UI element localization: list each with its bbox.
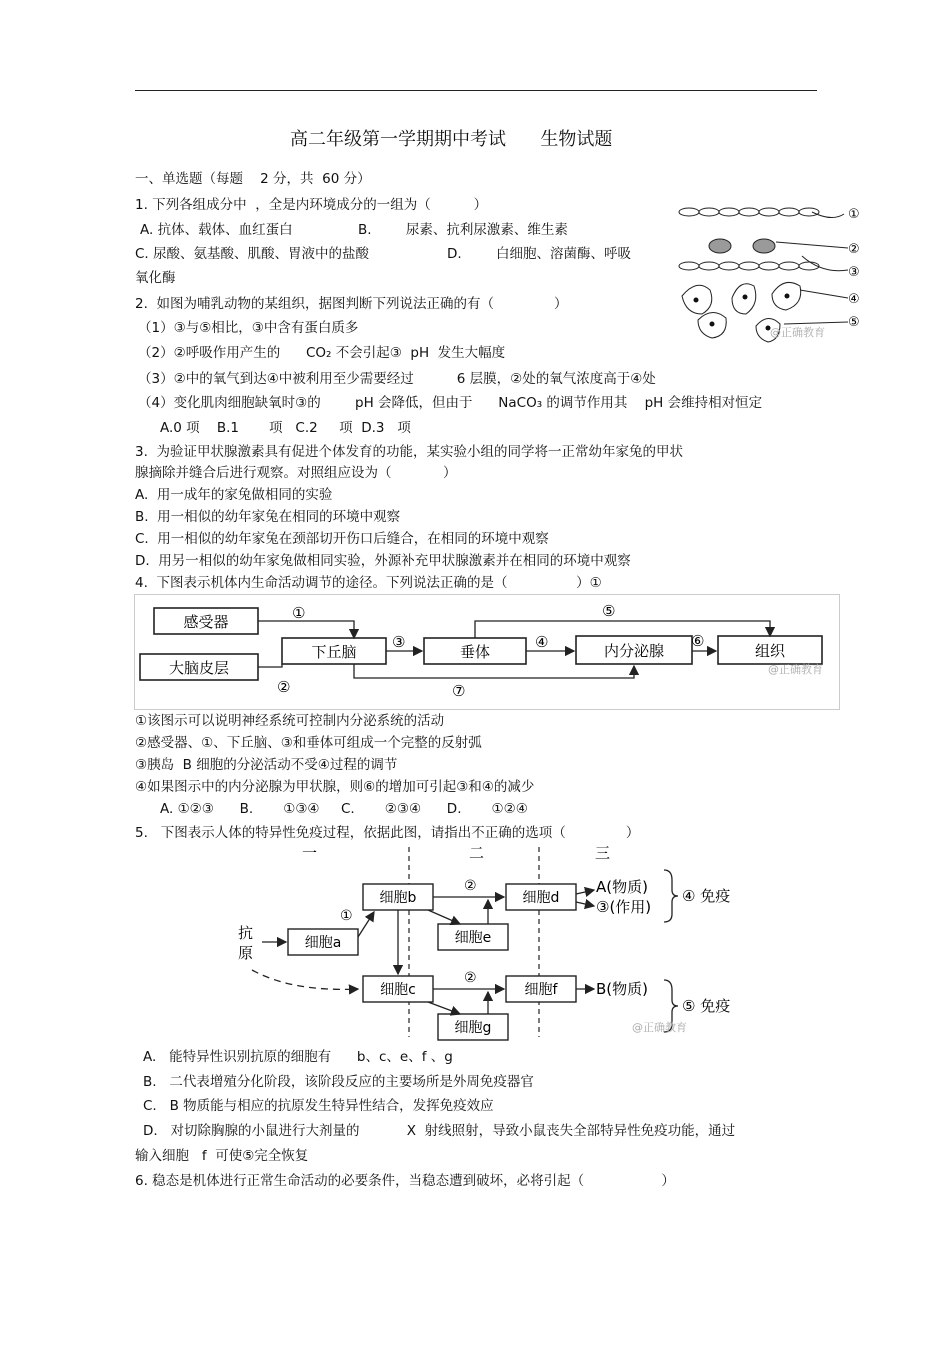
watermark: @正确教育 (632, 1021, 687, 1034)
q6-stem: 6. 稳态是机体进行正常生命活动的必要条件，当稳态遭到破坏，必将引起（ ） (135, 1173, 675, 1189)
path-num-6: ⑥ (691, 632, 705, 650)
path-num-4: ④ (535, 633, 549, 651)
immune-type-5: ⑤ 免疫 (682, 997, 731, 1015)
tissue-label-2: ② (848, 242, 860, 257)
arrow-num-1: ① (340, 908, 353, 924)
stage-1: 一 (302, 844, 318, 862)
label-cortex: 大脑皮层 (168, 659, 230, 677)
label-hypothalamus: 下丘脑 (311, 643, 357, 661)
q1-option-c: C. 尿酸、氨基酸、肌酸、胃液中的盐酸 (135, 246, 370, 262)
tissue-label-1: ① (848, 207, 860, 222)
output-a: A(物质) (596, 878, 648, 896)
stage-2: 二 (469, 844, 485, 862)
q4-statement-2: ②感受器、①、下丘脑、③和垂体可组成一个完整的反射弧 (135, 735, 482, 751)
label-cell-d: 细胞d (522, 890, 560, 906)
tissue-figure (672, 198, 872, 348)
capillary-wall-top (679, 208, 819, 216)
antigen-label-2: 原 (238, 944, 254, 962)
q4-statement-4: ④如果图示中的内分泌腺为甲状腺，则⑥的增加可引起③和④的减少 (135, 779, 535, 795)
tissue-label-5: ⑤ (848, 315, 860, 330)
q3-option-c: C. 用一相似的幼年家兔在颈部切开伤口后缝合，在相同的环境中观察 (135, 531, 549, 547)
label-cell-a: 细胞a (304, 935, 342, 951)
q2-options: A.0 项 B.1 项 C.2 项 D.3 项 (160, 420, 411, 436)
q1-option-b: B. 尿素、抗利尿激素、维生素 (358, 222, 568, 238)
q2-statement-1: （1）③与⑤相比，③中含有蛋白质多 (138, 320, 359, 336)
q2-statement-2: （2）②呼吸作用产生的 CO₂ 不会引起③ pH 发生大幅度 (138, 345, 506, 361)
immune-type-4: ④ 免疫 (682, 887, 731, 905)
q3-option-d: D. 用另一相似的幼年家兔做相同实验，外源补充甲状腺激素并在相同的环境中观察 (135, 553, 631, 569)
page-title: 高二年级第一学期期中考试 生物试题 (290, 129, 613, 150)
q1-option-a: A. 抗体、载体、血红蛋白 (140, 222, 293, 238)
path-num-2: ② (277, 678, 291, 696)
path-num-1: ① (292, 604, 306, 622)
watermark: @正确教育 (768, 663, 823, 676)
output-b: B(物质) (596, 980, 648, 998)
q5-option-b: B. 二代表增殖分化阶段，该阶段反应的主要场所是外周免疫器官 (143, 1074, 534, 1090)
q2-stem: 2. 如图为哺乳动物的某组织，据图判断下列说法正确的有（ ） (135, 296, 568, 312)
red-blood-cell (709, 239, 731, 253)
path-num-7: ⑦ (452, 682, 466, 700)
label-cell-f: 细胞f (524, 982, 558, 998)
watermark: @正确教育 (770, 326, 825, 339)
regulation-diagram (134, 594, 840, 710)
q5-option-d-cont: 输入细胞 f 可使⑤完全恢复 (135, 1148, 309, 1164)
q1-option-d: D. 白细胞、溶菌酶、呼吸 (447, 246, 632, 262)
label-cell-g: 细胞g (454, 1020, 492, 1036)
q3-stem-cont: 腺摘除并缝合后进行观察。对照组应设为（ ） (135, 465, 457, 481)
label-tissue: 组织 (754, 642, 786, 660)
label-pituitary: 垂体 (459, 643, 491, 661)
q5-option-d: D. 对切除胸腺的小鼠进行大剂量的 X 射线照射，导致小鼠丧失全部特异性免疫功能，通过 (143, 1123, 736, 1139)
q4-options: A. ①②③ B. ①③④ C. ②③④ D. ①②④ (160, 801, 528, 817)
antigen-label-1: 抗 (238, 924, 254, 942)
red-blood-cell (753, 239, 775, 253)
q4-stem: 4. 下图表示机体内生命活动调节的途径。下列说法正确的是（ ）① (135, 575, 602, 591)
q1-stem: 1. 下列各组成分中 ，全是内环境成分的一组为（ ） (135, 197, 488, 213)
path-num-5: ⑤ (602, 602, 616, 620)
capillary-wall-bottom (679, 262, 819, 270)
path-num-3: ③ (392, 633, 406, 651)
label-receptor: 感受器 (183, 613, 229, 631)
q4-statement-3: ③胰岛 B 细胞的分泌活动不受④过程的调节 (135, 757, 398, 773)
immune-diagram (232, 842, 772, 1042)
q5-option-a: A. 能特异性识别抗原的细胞有 b、c、e、f 、g (143, 1049, 453, 1065)
q3-option-b: B. 用一相似的幼年家兔在相同的环境中观察 (135, 509, 401, 525)
label-endocrine: 内分泌腺 (603, 642, 665, 660)
q2-statement-4: （4）变化肌肉细胞缺氧时③的 pH 会降低，但由于 NaCO₃ 的调节作用其 pH 会维持相对恒定 (138, 395, 763, 411)
q3-option-a: A. 用一成年的家兔做相同的实验 (135, 487, 333, 503)
output-3: ③(作用) (596, 898, 652, 916)
label-cell-b: 细胞b (379, 890, 417, 906)
arrow-num-2a: ② (464, 878, 477, 894)
tissue-label-4: ④ (848, 292, 860, 307)
arrow-num-2b: ② (464, 970, 477, 986)
section-heading: 一、单选题（每题 2 分，共 60 分） (135, 171, 371, 187)
label-cell-c: 细胞c (380, 982, 416, 998)
q2-statement-3: （3）②中的氧气到达④中被利用至少需要经过 6 层膜，②处的氧气浓度高于④处 (138, 371, 656, 387)
q1-option-d-cont: 氧化酶 (135, 270, 176, 286)
q5-stem: 5. 下图表示人体的特异性免疫过程，依据此图，请指出不正确的选项（ ） (135, 825, 640, 841)
q5-option-c: C. B 物质能与相应的抗原发生特异性结合，发挥免疫效应 (143, 1098, 494, 1114)
header-rule (135, 90, 817, 91)
q4-statement-1: ①该图示可以说明神经系统可控制内分泌系统的活动 (135, 713, 445, 729)
tissue-label-3: ③ (848, 265, 860, 280)
q3-stem: 3. 为验证甲状腺激素具有促进个体发育的功能，某实验小组的同学将一正常幼年家兔的甲状 (135, 444, 683, 460)
label-cell-e: 细胞e (454, 930, 492, 946)
stage-3: 三 (595, 844, 611, 862)
